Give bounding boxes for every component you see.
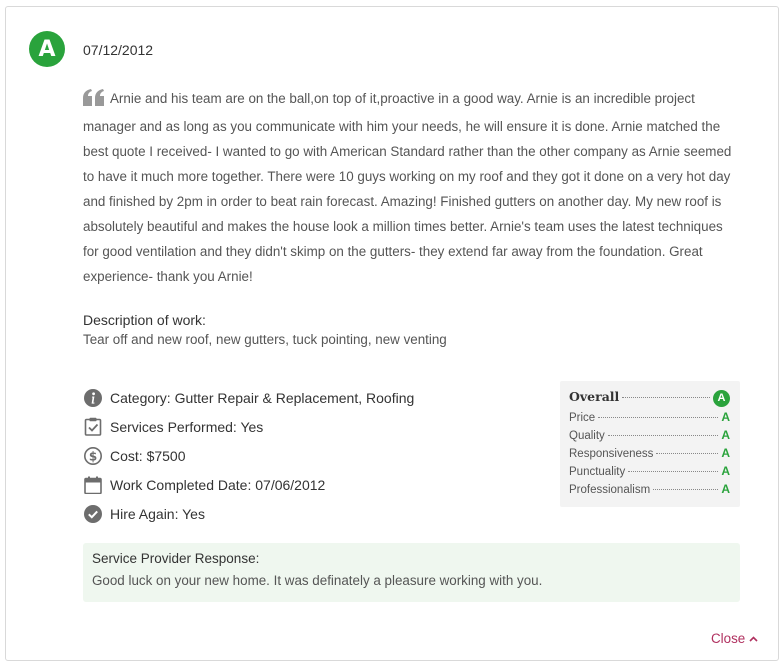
grade-value: A [721,428,730,442]
description-label: Description of work: [83,312,206,328]
detail-category [83,383,414,412]
details-list [83,383,414,528]
close-label: Close [711,631,746,646]
svg-text:$: $ [88,448,97,463]
info-icon [83,388,102,407]
grade-responsiveness [569,446,730,460]
close-link[interactable] [711,631,758,646]
review-card [5,6,779,661]
grade-price [569,410,730,424]
response-text: Good luck on your new home. It was definately a pleasure working with you. [92,573,543,588]
review-date: 07/12/2012 [83,42,154,58]
category-text: Category: Gutter Repair & Replacement, Roofing [110,389,415,406]
grade-value: A [721,464,730,478]
services-text: Services Performed: Yes [110,418,264,435]
grade-value: A [721,482,730,496]
dot-leader [628,471,718,472]
dot-leader [653,489,718,490]
overall-grade-badge: A [713,390,730,407]
grade-value: A [721,410,730,424]
description-text: Tear off and new roof, new gutters, tuck pointing, new venting [83,332,447,347]
review-body [83,86,738,289]
grades-panel [560,381,740,507]
grade-label: Price [569,412,596,424]
dot-leader [622,397,710,398]
hire-again-text: Hire Again: Yes [110,505,205,522]
checkmark-icon [83,504,102,523]
cost-text: Cost: $7500 [110,447,186,464]
grade-punctuality [569,464,730,478]
clipboard-check-icon [83,417,102,436]
grade-label: Quality [569,430,605,442]
grade-professionalism [569,482,730,496]
provider-response [83,543,740,602]
response-label: Service Provider Response: [92,551,260,566]
grade-label: Punctuality [569,466,626,478]
quote-icon [83,89,106,114]
detail-cost [83,441,414,470]
dot-leader [608,435,719,436]
completed-date-text: Work Completed Date: 07/06/2012 [110,476,326,493]
calendar-icon [83,475,102,494]
dollar-icon [83,446,102,465]
grade-quality [569,428,730,442]
chevron-up-icon [749,636,758,642]
grade-label: Responsiveness [569,448,654,460]
dot-leader [598,417,718,418]
detail-hire-again [83,499,414,528]
review-text: Arnie and his team are on the ball,on top of it,proactive in a good way. Arnie is an incredible project manager and as long as you communicate with him your needs, he will ensure it is done. Arnie matched the best quote I received- I wanted to go with American Standard rather than the other company as Arnie seemed to have it much more together. There were 10 guys working on my roof and they got it done on a very hot day and finished by 2pm in order to beat rain forecast. Amazing! Finished gutters on another day. My new roof is absolutely beautiful and makes the house look a million times better. Arnie's team uses the latest techniques for good ventilation and they didn't skimp on the gutters- they extend far away from the foundation. Great experience- thank you Arnie! [83,91,732,284]
dot-leader [656,453,718,454]
grade-label: Professionalism [569,484,651,496]
detail-completed-date [83,470,414,499]
avatar: A [29,31,65,67]
grade-overall [569,389,730,407]
overall-label: Overall [569,389,620,404]
grade-value: A [721,446,730,460]
detail-services [83,412,414,441]
